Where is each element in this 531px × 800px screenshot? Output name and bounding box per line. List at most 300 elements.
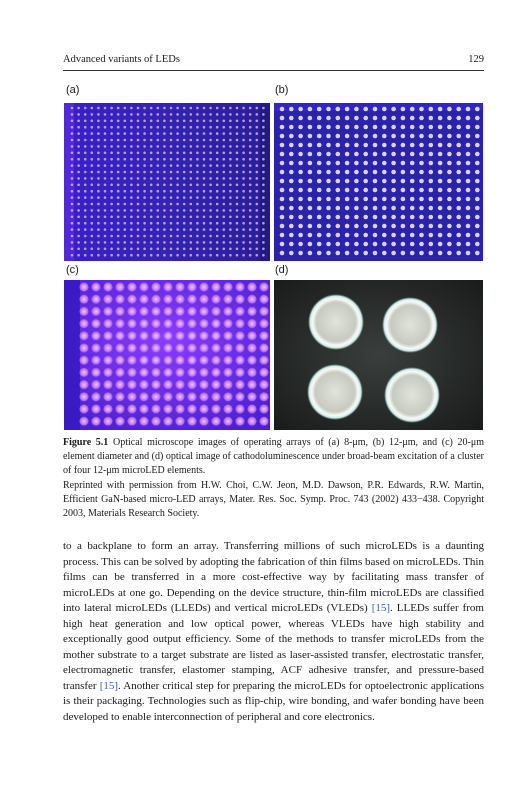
led-dot bbox=[410, 125, 415, 130]
led-dot bbox=[216, 158, 219, 161]
led-dot bbox=[363, 233, 368, 238]
led-dot bbox=[110, 254, 113, 257]
led-dot bbox=[242, 120, 245, 123]
led-dot bbox=[382, 215, 387, 220]
led-dot bbox=[183, 177, 186, 180]
led-dot bbox=[317, 116, 322, 121]
led-dot bbox=[77, 158, 80, 161]
led-dot bbox=[183, 152, 186, 155]
led-dot bbox=[176, 196, 179, 199]
led-dot bbox=[117, 145, 120, 148]
led-dot bbox=[373, 134, 378, 139]
led-dot bbox=[84, 196, 87, 199]
led-dot bbox=[211, 356, 220, 365]
led-dot bbox=[157, 164, 160, 167]
led-dot bbox=[249, 177, 252, 180]
led-dot bbox=[401, 224, 406, 229]
led-dot bbox=[419, 170, 424, 175]
led-dot bbox=[137, 222, 140, 225]
led-dot bbox=[71, 113, 74, 116]
led-dot bbox=[289, 197, 294, 202]
led-dot bbox=[363, 170, 368, 175]
led-dot bbox=[91, 209, 94, 212]
led-dot bbox=[345, 179, 350, 184]
led-dot bbox=[124, 158, 127, 161]
led-dot bbox=[242, 107, 245, 110]
led-dot bbox=[117, 235, 120, 238]
led-dot bbox=[391, 197, 396, 202]
led-dot bbox=[175, 319, 184, 328]
led-dot bbox=[176, 241, 179, 244]
led-dot bbox=[447, 242, 452, 247]
led-dot bbox=[475, 206, 480, 211]
led-dot bbox=[259, 307, 268, 316]
led-dot bbox=[71, 209, 74, 212]
led-dot bbox=[77, 120, 80, 123]
led-dot bbox=[262, 235, 265, 238]
led-dot bbox=[256, 171, 259, 174]
led-dot bbox=[163, 368, 172, 377]
led-dot bbox=[127, 295, 136, 304]
led-dot bbox=[249, 254, 252, 257]
led-dot bbox=[170, 126, 173, 129]
led-dot bbox=[401, 161, 406, 166]
led-dot bbox=[438, 188, 443, 193]
led-dot bbox=[209, 164, 212, 167]
led-dot bbox=[236, 203, 239, 206]
led-dot bbox=[249, 190, 252, 193]
led-dot bbox=[71, 152, 74, 155]
led-dot bbox=[308, 116, 313, 121]
led-dot bbox=[157, 171, 160, 174]
led-dot bbox=[336, 233, 341, 238]
led-dot bbox=[91, 120, 94, 123]
led-dot bbox=[447, 161, 452, 166]
led-dot bbox=[97, 152, 100, 155]
led-dot bbox=[447, 170, 452, 175]
led-dot bbox=[190, 228, 193, 231]
led-dot bbox=[117, 196, 120, 199]
led-dot bbox=[373, 206, 378, 211]
led-dot bbox=[143, 126, 146, 129]
citation-link-15-b[interactable]: [15] bbox=[99, 679, 119, 692]
led-dot bbox=[157, 177, 160, 180]
led-dot bbox=[130, 222, 133, 225]
led-dot bbox=[456, 206, 461, 211]
figure-label: Figure 5.1 bbox=[63, 437, 109, 448]
led-dot bbox=[373, 242, 378, 247]
led-dot bbox=[137, 203, 140, 206]
led-dot bbox=[115, 404, 124, 413]
led-dot bbox=[419, 152, 424, 157]
led-dot bbox=[308, 233, 313, 238]
led-dot bbox=[235, 343, 244, 352]
led-dot bbox=[143, 171, 146, 174]
led-dot bbox=[124, 203, 127, 206]
running-header bbox=[63, 54, 484, 68]
led-dot bbox=[317, 206, 322, 211]
led-dot bbox=[170, 145, 173, 148]
led-dot bbox=[475, 134, 480, 139]
led-dot bbox=[104, 145, 107, 148]
led-dot bbox=[124, 164, 127, 167]
led-dot bbox=[137, 190, 140, 193]
led-dot bbox=[298, 188, 303, 193]
led-dot bbox=[382, 242, 387, 247]
led-dot bbox=[110, 152, 113, 155]
led-dot bbox=[183, 184, 186, 187]
led-dot bbox=[143, 145, 146, 148]
led-dot bbox=[203, 248, 206, 251]
caption-main bbox=[63, 436, 484, 479]
led-dot bbox=[124, 216, 127, 219]
led-dot bbox=[223, 228, 226, 231]
led-dot bbox=[235, 295, 244, 304]
led-dot bbox=[223, 343, 232, 352]
led-dot bbox=[308, 197, 313, 202]
led-dot bbox=[242, 228, 245, 231]
led-dot bbox=[170, 196, 173, 199]
led-dot bbox=[410, 197, 415, 202]
led-dot bbox=[71, 203, 74, 206]
led-dot bbox=[117, 254, 120, 257]
led-dot bbox=[235, 319, 244, 328]
micro-led-array-20um-image bbox=[64, 280, 270, 430]
led-dot bbox=[247, 368, 256, 377]
led-dot bbox=[196, 107, 199, 110]
led-dot bbox=[289, 206, 294, 211]
led-dot bbox=[262, 248, 265, 251]
led-dot bbox=[124, 107, 127, 110]
led-dot bbox=[143, 152, 146, 155]
led-dot bbox=[104, 196, 107, 199]
caption-credit: Reprinted with permission from H.W. Choi, C.W. Jeon, M.D. Dawson, P.R. Edwards, R.W. Martin, Efficient GaN-based micro-LED arrays, Mater. Res. Soc. Symp. Proc. 743 (2002) 433−438. Copyright 2003, Materials Research Society. bbox=[63, 479, 484, 520]
led-dot bbox=[235, 380, 244, 389]
led-dot bbox=[187, 392, 196, 401]
led-dot bbox=[117, 190, 120, 193]
led-dot bbox=[130, 164, 133, 167]
led-dot bbox=[127, 404, 136, 413]
led-dot bbox=[236, 241, 239, 244]
led-dot bbox=[196, 248, 199, 251]
led-dot bbox=[262, 228, 265, 231]
led-dot bbox=[170, 177, 173, 180]
led-dot bbox=[170, 152, 173, 155]
led-dot bbox=[391, 188, 396, 193]
led-dot bbox=[289, 242, 294, 247]
led-dot bbox=[84, 126, 87, 129]
led-dot bbox=[104, 152, 107, 155]
led-dot bbox=[139, 331, 148, 340]
led-dot bbox=[345, 188, 350, 193]
led-dot bbox=[236, 184, 239, 187]
led-dot bbox=[247, 392, 256, 401]
led-dot bbox=[117, 241, 120, 244]
led-dot bbox=[157, 216, 160, 219]
led-dot bbox=[354, 242, 359, 247]
led-dot bbox=[317, 143, 322, 148]
led-dot bbox=[151, 417, 160, 426]
led-dot bbox=[456, 224, 461, 229]
figure-panel-a bbox=[64, 103, 270, 261]
led-dot bbox=[91, 152, 94, 155]
led-dot bbox=[190, 203, 193, 206]
led-dot bbox=[143, 164, 146, 167]
led-dot bbox=[71, 145, 74, 148]
led-dot bbox=[326, 161, 331, 166]
led-dot bbox=[91, 126, 94, 129]
led-dot bbox=[150, 171, 153, 174]
led-dot bbox=[363, 224, 368, 229]
led-dot bbox=[419, 125, 424, 130]
led-dot bbox=[127, 282, 136, 291]
led-dot bbox=[242, 241, 245, 244]
led-dot bbox=[308, 215, 313, 220]
led-dot bbox=[216, 196, 219, 199]
led-dot bbox=[209, 222, 212, 225]
led-dot bbox=[91, 132, 94, 135]
led-dot bbox=[130, 120, 133, 123]
led-dot bbox=[242, 184, 245, 187]
led-dot bbox=[401, 233, 406, 238]
led-dot bbox=[91, 177, 94, 180]
led-dot bbox=[247, 282, 256, 291]
led-dot bbox=[308, 134, 313, 139]
led-dot bbox=[289, 107, 294, 112]
led-dot bbox=[438, 206, 443, 211]
led-dot bbox=[157, 203, 160, 206]
led-dot bbox=[363, 143, 368, 148]
led-dot bbox=[163, 404, 172, 413]
led-dot bbox=[382, 197, 387, 202]
led-dot bbox=[242, 158, 245, 161]
led-dot bbox=[223, 222, 226, 225]
led-dot bbox=[130, 184, 133, 187]
led-dot bbox=[256, 120, 259, 123]
led-dot bbox=[223, 235, 226, 238]
led-dot bbox=[175, 417, 184, 426]
caption-text: Optical microscope images of operating arrays of (a) 8-μm, (b) 12-μm, and (c) 20-μm element diameter and (d) optical image of cathodoluminescence under broad-beam excitation of a cluster of four 12-μm microLED elements. bbox=[63, 437, 484, 477]
led-dot bbox=[236, 209, 239, 212]
led-dot bbox=[216, 145, 219, 148]
led-dot bbox=[163, 184, 166, 187]
led-dot bbox=[235, 282, 244, 291]
led-dot bbox=[262, 203, 265, 206]
led-dot bbox=[71, 222, 74, 225]
led-dot bbox=[196, 228, 199, 231]
led-dot bbox=[139, 368, 148, 377]
led-dot bbox=[235, 368, 244, 377]
led-dot bbox=[256, 152, 259, 155]
led-dot bbox=[196, 190, 199, 193]
cathodoluminescence-four-elements-image bbox=[274, 280, 483, 430]
led-dot bbox=[127, 417, 136, 426]
led-dot bbox=[176, 164, 179, 167]
led-dot bbox=[196, 113, 199, 116]
led-dot bbox=[104, 171, 107, 174]
led-dot bbox=[438, 125, 443, 130]
led-dot bbox=[151, 331, 160, 340]
led-dot bbox=[150, 132, 153, 135]
led-dot bbox=[190, 113, 193, 116]
led-dot bbox=[115, 392, 124, 401]
led-dot bbox=[84, 113, 87, 116]
led-dot bbox=[247, 356, 256, 365]
led-dot bbox=[84, 248, 87, 251]
led-dot bbox=[203, 113, 206, 116]
led-dot bbox=[373, 215, 378, 220]
led-dot bbox=[429, 224, 434, 229]
led-dot bbox=[429, 215, 434, 220]
led-dot bbox=[151, 404, 160, 413]
led-dot bbox=[209, 158, 212, 161]
led-dot bbox=[229, 222, 232, 225]
led-dot bbox=[345, 152, 350, 157]
led-dot bbox=[137, 145, 140, 148]
led-dot bbox=[289, 152, 294, 157]
led-dot bbox=[143, 216, 146, 219]
led-dot bbox=[466, 143, 471, 148]
led-dot bbox=[209, 254, 212, 257]
led-dot bbox=[190, 196, 193, 199]
led-dot bbox=[317, 125, 322, 130]
panel-label-a: (a) bbox=[66, 84, 80, 96]
led-dot bbox=[157, 145, 160, 148]
led-dot bbox=[209, 107, 212, 110]
led-dot bbox=[176, 126, 179, 129]
led-dot bbox=[256, 132, 259, 135]
led-dot bbox=[456, 134, 461, 139]
led-dot bbox=[84, 139, 87, 142]
led-dot bbox=[71, 139, 74, 142]
led-dot bbox=[104, 209, 107, 212]
led-dot bbox=[249, 171, 252, 174]
body-text-part-1: to a backplane to form an array. Transferring millions of such microLEDs is a daunting process. This can be solved by adopting the fabrication of thin films based on microLEDs. Thin films can be transferred in a more cost-effective way by facilitating mass transfer of microLEDs at one go. Depending on the device structure, thin-film microLEDs are classified into lateral microLEDs (LLEDs) and vertical microLEDs (VLEDs) bbox=[63, 540, 484, 614]
led-dot bbox=[97, 248, 100, 251]
led-dot bbox=[110, 177, 113, 180]
led-dot bbox=[373, 161, 378, 166]
led-dot bbox=[256, 203, 259, 206]
led-dot bbox=[256, 139, 259, 142]
led-dot bbox=[317, 251, 322, 256]
led-dot bbox=[190, 139, 193, 142]
led-dot bbox=[298, 215, 303, 220]
led-dot bbox=[236, 248, 239, 251]
led-dot bbox=[163, 132, 166, 135]
led-dot bbox=[363, 107, 368, 112]
led-dot bbox=[183, 235, 186, 238]
led-dot bbox=[170, 228, 173, 231]
led-dot bbox=[317, 134, 322, 139]
led-dot bbox=[242, 209, 245, 212]
led-dot bbox=[235, 404, 244, 413]
led-dot bbox=[163, 145, 166, 148]
led-dot bbox=[229, 177, 232, 180]
led-dot bbox=[456, 215, 461, 220]
led-dot bbox=[336, 197, 341, 202]
led-dot bbox=[190, 222, 193, 225]
led-dot bbox=[223, 132, 226, 135]
led-dot bbox=[466, 215, 471, 220]
led-dot bbox=[124, 222, 127, 225]
led-dot bbox=[104, 190, 107, 193]
led-dot bbox=[236, 228, 239, 231]
led-dot bbox=[151, 380, 160, 389]
led-dot bbox=[298, 161, 303, 166]
led-dot bbox=[110, 158, 113, 161]
led-dot bbox=[143, 228, 146, 231]
led-dot bbox=[124, 184, 127, 187]
led-dot bbox=[84, 107, 87, 110]
led-dot bbox=[157, 120, 160, 123]
led-dot bbox=[391, 134, 396, 139]
led-dot bbox=[211, 417, 220, 426]
led-dot bbox=[280, 197, 285, 202]
led-dot bbox=[298, 179, 303, 184]
led-dot bbox=[91, 203, 94, 206]
led-dot bbox=[401, 134, 406, 139]
led-dot bbox=[151, 392, 160, 401]
led-dot bbox=[91, 241, 94, 244]
led-dot bbox=[104, 184, 107, 187]
led-dot bbox=[216, 235, 219, 238]
led-dot bbox=[317, 161, 322, 166]
led-dot bbox=[143, 139, 146, 142]
led-dot bbox=[298, 107, 303, 112]
led-dot bbox=[77, 152, 80, 155]
led-dot bbox=[223, 331, 232, 340]
led-dot bbox=[77, 190, 80, 193]
led-dot bbox=[249, 152, 252, 155]
led-dot bbox=[256, 196, 259, 199]
led-dot bbox=[103, 392, 112, 401]
led-dot bbox=[77, 196, 80, 199]
led-dot bbox=[97, 158, 100, 161]
led-dot bbox=[97, 209, 100, 212]
led-dot bbox=[127, 368, 136, 377]
led-dot bbox=[137, 235, 140, 238]
led-dot bbox=[429, 152, 434, 157]
led-dot bbox=[229, 228, 232, 231]
led-dot bbox=[104, 107, 107, 110]
led-dot bbox=[336, 170, 341, 175]
led-dot bbox=[247, 404, 256, 413]
citation-link-15-a[interactable]: [15] bbox=[371, 602, 391, 614]
led-dot bbox=[77, 216, 80, 219]
led-dot bbox=[249, 209, 252, 212]
led-dot bbox=[223, 368, 232, 377]
led-dot bbox=[447, 224, 452, 229]
led-dot bbox=[170, 113, 173, 116]
led-dot bbox=[157, 139, 160, 142]
led-dot bbox=[211, 319, 220, 328]
led-dot bbox=[391, 206, 396, 211]
led-dot bbox=[157, 113, 160, 116]
led-dot bbox=[203, 196, 206, 199]
led-dot bbox=[336, 152, 341, 157]
led-dot bbox=[447, 152, 452, 157]
led-dot bbox=[91, 307, 100, 316]
led-dot bbox=[190, 235, 193, 238]
led-dot bbox=[216, 184, 219, 187]
led-dot bbox=[163, 307, 172, 316]
led-dot bbox=[229, 139, 232, 142]
led-dot bbox=[223, 254, 226, 257]
led-dot bbox=[456, 197, 461, 202]
led-dot bbox=[317, 107, 322, 112]
led-dot bbox=[259, 417, 268, 426]
led-dot bbox=[249, 203, 252, 206]
